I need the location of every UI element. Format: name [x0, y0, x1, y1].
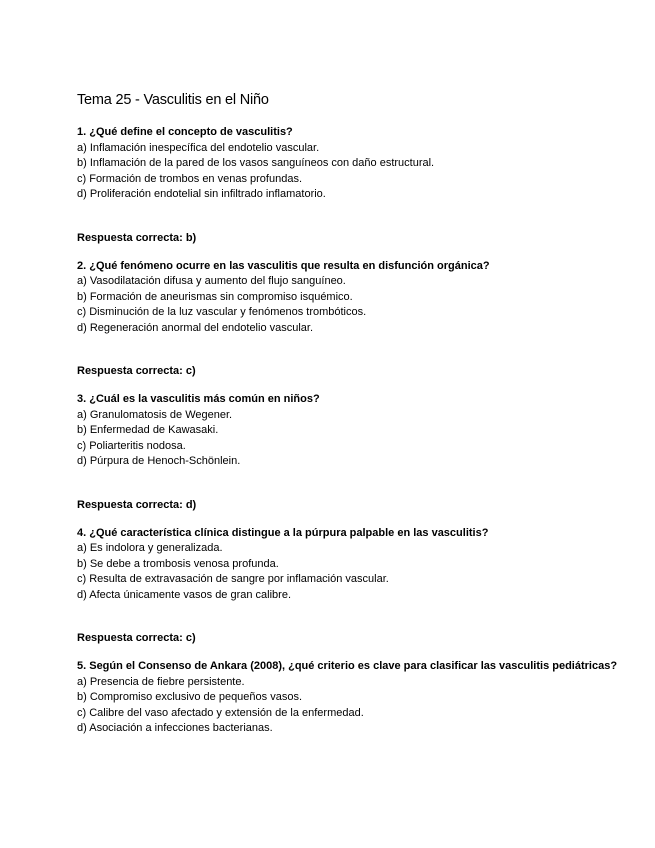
question-text: 1. ¿Qué define el concepto de vasculitis?	[77, 126, 293, 138]
correct-answer: Respuesta correcta: c)	[77, 365, 196, 377]
question-text: 5. Según el Consenso de Ankara (2008), ¿qué criterio es clave para clasificar las vasculitis pediátricas?	[77, 660, 618, 672]
option-c: c) Calibre del vaso afectado y extensión de la enfermedad.	[77, 706, 364, 719]
option-a: a) Inflamación inespecífica del endotelio vascular.	[77, 141, 320, 154]
option-a: a) Vasodilatación difusa y aumento del flujo sanguíneo.	[77, 275, 346, 287]
option-d: d) Afecta únicamente vasos de gran calibre.	[77, 588, 292, 601]
option-a: a) Granulomatosis de Wegener.	[77, 408, 233, 421]
option-c: c) Resulta de extravasación de sangre por inflamación vascular.	[77, 573, 389, 585]
option-c: c) Poliarteritis nodosa.	[77, 439, 186, 452]
option-d: d) Proliferación endotelial sin infiltrado inflamatorio.	[77, 188, 326, 200]
option-d: d) Púrpura de Henoch-Schönlein.	[77, 455, 241, 467]
question-4	[77, 526, 622, 660]
question-text: 4. ¿Qué característica clínica distingue a la púrpura palpable en las vasculitis?	[77, 526, 489, 539]
option-a: a) Es indolora y generalizada.	[77, 542, 223, 554]
question-text: 3. ¿Cuál es la vasculitis más común en niños?	[77, 393, 320, 405]
option-b: b) Formación de aneurismas sin compromiso isquémico.	[77, 290, 353, 303]
option-b: b) Compromiso exclusivo de pequeños vasos.	[77, 691, 303, 703]
document-page	[77, 90, 622, 737]
option-b: b) Se debe a trombosis venosa profunda.	[77, 557, 279, 570]
option-d: d) Regeneración anormal del endotelio vascular.	[77, 321, 314, 334]
option-c: c) Formación de trombos en venas profundas.	[77, 172, 303, 185]
correct-answer: Respuesta correcta: d)	[77, 498, 197, 511]
question-3	[77, 392, 622, 526]
question-1	[77, 125, 622, 259]
option-c: c) Disminución de la luz vascular y fenómenos trombóticos.	[77, 306, 367, 318]
question-5	[77, 659, 622, 737]
page-title: Tema 25 - Vasculitis en el Niño	[77, 92, 269, 108]
question-2	[77, 259, 622, 393]
question-text: 2. ¿Qué fenómeno ocurre en las vasculitis que resulta en disfunción orgánica?	[77, 259, 490, 272]
correct-answer: Respuesta correcta: b)	[77, 231, 197, 244]
option-d: d) Asociación a infecciones bacterianas.	[77, 722, 273, 734]
option-b: b) Inflamación de la pared de los vasos sanguíneos con daño estructural.	[77, 157, 435, 169]
option-b: b) Enfermedad de Kawasaki.	[77, 424, 219, 436]
option-a: a) Presencia de fiebre persistente.	[77, 675, 245, 688]
correct-answer: Respuesta correcta: c)	[77, 632, 196, 644]
